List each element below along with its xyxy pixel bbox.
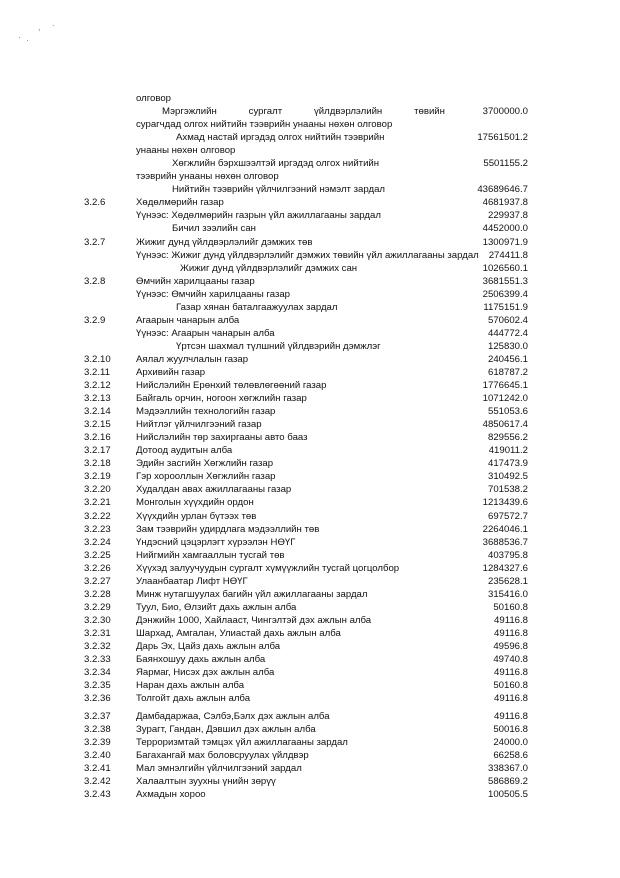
item-amount: 49116.8 (494, 693, 528, 705)
item-number: 3.2.24 (84, 536, 111, 548)
item-number: 3.2.10 (84, 353, 111, 365)
item-amount: 1300971.9 (482, 236, 528, 248)
item-number: 3.2.32 (84, 640, 111, 652)
table-row (0, 627, 620, 640)
item-number: 3.2.40 (84, 750, 111, 762)
table-row (0, 366, 620, 379)
item-label: Худалдан авах ажиллагааны газар (136, 484, 292, 496)
item-label: Ахмадын хороо (136, 789, 206, 801)
item-label: Баянхошуу дахь ажлын алба (136, 654, 266, 666)
item-amount: 229937.8 (487, 210, 528, 222)
item-number: 3.2.7 (84, 236, 106, 248)
item-amount: 1071242.0 (482, 393, 528, 405)
item-label: Аялал жуулчлалын газар (136, 353, 249, 365)
item-amount: 50160.8 (493, 601, 528, 613)
item-label: Наран дахь ажлын алба (136, 680, 245, 692)
item-label: Монголын хүүхдийн ордон (136, 497, 254, 509)
item-amount: 3700000.0 (482, 106, 528, 118)
item-number: 3.2.9 (84, 314, 106, 326)
table-row (0, 562, 620, 575)
item-label: Байгаль орчин, ногоон хөгжлийн газар (136, 393, 307, 405)
item-number: 3.2.21 (84, 497, 111, 509)
item-label: Нийтлэг үйлчилгээний газар (136, 419, 262, 431)
scan-speck: · (18, 32, 21, 42)
table-row (0, 314, 620, 327)
item-label: Дэнжийн 1000, Хайлааст, Чингэлтэй дэх ажлын алба (136, 614, 372, 626)
item-number: 3.2.27 (84, 575, 111, 587)
item-amount: 829556.2 (487, 432, 528, 444)
item-amount: 274411.8 (488, 249, 528, 261)
item-number: 3.2.39 (84, 737, 111, 749)
item-number: 3.2.16 (84, 432, 111, 444)
item-amount: 235628.1 (487, 575, 528, 587)
table-row (0, 549, 620, 562)
item-label: унааны нөхөн олговор (136, 145, 236, 157)
table-row (0, 288, 620, 301)
table-row (0, 275, 620, 288)
item-amount: 2506399.4 (482, 288, 528, 300)
item-label: Хөдөлмөрийн газар (136, 197, 224, 209)
table-row (0, 601, 620, 614)
item-label (162, 105, 445, 118)
item-label: Улаанбаатар Лифт НӨҮГ (136, 575, 248, 587)
item-amount: 1284327.6 (482, 562, 528, 574)
item-label: тээврийн унааны нөхөн олговор (136, 171, 279, 183)
table-row (0, 496, 620, 509)
item-number: 3.2.8 (84, 275, 106, 287)
item-number: 3.2.13 (84, 393, 111, 405)
table-row (0, 353, 620, 366)
item-label: олговор (136, 93, 172, 104)
item-label: Газар хянан баталгаажуулах зардал (176, 301, 338, 313)
table-row (0, 692, 620, 705)
item-amount: 49116.8 (494, 711, 528, 723)
item-label: Зурагт, Гандан, Дэвшил дэх ажлын алба (136, 724, 316, 736)
table-row (0, 418, 620, 431)
table-row (0, 536, 620, 549)
item-label: сурагчдад олгох нийтийн тээврийн унааны нөхөн олговор (136, 119, 393, 131)
item-amount: 4681937.8 (482, 197, 528, 209)
table-row (0, 92, 620, 105)
table-row (0, 379, 620, 392)
table-row (0, 749, 620, 762)
table-row (0, 523, 620, 536)
table-row (0, 723, 620, 736)
item-number: 3.2.12 (84, 380, 111, 392)
table-row (0, 666, 620, 679)
item-number: 3.2.30 (84, 614, 111, 626)
item-label-word: үйлдвэрлэлийн (313, 106, 383, 118)
item-number: 3.2.19 (84, 471, 111, 483)
item-amount: 50016.8 (493, 724, 528, 736)
table-row (0, 301, 620, 314)
item-label: Үүнээс: Жижиг дунд үйлдвэрлэлийг дэмжих төвийн үйл ажиллагааны зардал (136, 249, 479, 261)
item-label: Агаарын чанарын алба (136, 314, 240, 326)
item-amount: 570602.4 (487, 314, 528, 326)
item-label: Гэр хорооллын Хөгжлийн газар (136, 471, 276, 483)
item-amount: 49116.8 (494, 627, 528, 639)
table-row (0, 392, 620, 405)
item-label: Хөгжлийн бэрхшээлтэй иргэдэд олгох нийтийн (172, 158, 380, 170)
item-number: 3.2.15 (84, 419, 111, 431)
table-row (0, 157, 620, 170)
table-row (0, 340, 620, 353)
table-row (0, 444, 620, 457)
item-label: Халаалтын зуухны үнийн зөрүү (136, 776, 276, 788)
item-label: Үүнээс: Агаарын чанарын алба (136, 327, 275, 339)
item-label: Минж нутагшуулах багийн үйл ажиллагааны зардал (136, 588, 368, 600)
budget-table (0, 92, 620, 802)
item-number: 3.2.41 (84, 763, 111, 775)
scan-speck: · (26, 35, 29, 45)
item-label: Үндэсний цэцэрлэгт хүрээлэн НӨҮГ (136, 536, 296, 548)
table-row (0, 209, 620, 222)
item-label-word: Мэргэжлийн (162, 106, 217, 118)
item-amount: 444772.4 (487, 327, 528, 339)
item-number: 3.2.31 (84, 627, 111, 639)
item-amount: 49740.8 (493, 654, 528, 666)
item-label: Хүүхдийн урлан бүтээх төв (136, 510, 257, 522)
item-amount: 17561501.2 (477, 132, 528, 144)
item-label: Нийслэлийн төр захиргааны авто бааз (136, 432, 308, 444)
table-row (0, 236, 620, 249)
item-amount: 1213439.6 (482, 497, 528, 509)
table-row (0, 249, 620, 262)
item-amount: 1175151.9 (483, 301, 528, 313)
table-row (0, 653, 620, 666)
item-amount: 697572.7 (487, 510, 528, 522)
item-amount: 338367.0 (487, 763, 528, 775)
item-number: 3.2.28 (84, 588, 111, 600)
item-label: Мэдээллийн технологийн газар (136, 406, 276, 418)
item-amount: 100505.5 (487, 789, 528, 801)
item-amount: 701538.2 (487, 484, 528, 496)
item-number: 3.2.38 (84, 724, 111, 736)
table-row (0, 762, 620, 775)
table-row (0, 170, 620, 183)
table-row (0, 710, 620, 723)
table-row (0, 105, 620, 118)
item-label: Хүүхэд залуучуудын сургалт хүмүүжлийн тусгай цогцолбор (136, 562, 400, 574)
table-row (0, 470, 620, 483)
item-amount: 3688536.7 (482, 536, 528, 548)
scan-speck: , (38, 22, 41, 32)
item-label: Бичил зээлийн сан (172, 223, 256, 235)
item-amount: 24000.0 (493, 737, 528, 749)
table-row (0, 222, 620, 235)
table-row (0, 431, 620, 444)
item-amount: 2264046.1 (482, 523, 528, 535)
table-row (0, 196, 620, 209)
table-row (0, 775, 620, 788)
item-label: Үртсэн шахмал түлшний үйлдвэрийн дэмжлэг (176, 340, 381, 352)
item-amount: 586869.2 (487, 776, 528, 788)
item-number: 3.2.17 (84, 445, 111, 457)
item-label: Нийгмийн хамгааллын тусгай төв (136, 549, 285, 561)
item-label: Нийтийн тээврийн үйлчилгээний нэмэлт зардал (172, 184, 386, 196)
table-row (0, 144, 620, 157)
item-number: 3.2.20 (84, 484, 111, 496)
item-number: 3.2.36 (84, 693, 111, 705)
item-amount: 3681551.3 (482, 275, 528, 287)
item-label: Нийслэлийн Ерөнхий төлөвлөгөөний газар (136, 380, 327, 392)
item-number: 3.2.35 (84, 680, 111, 692)
item-number: 3.2.26 (84, 562, 111, 574)
table-row (0, 575, 620, 588)
item-number: 3.2.43 (84, 789, 111, 801)
table-row (0, 679, 620, 692)
item-number: 3.2.6 (84, 197, 106, 209)
table-row (0, 788, 620, 801)
table-row (0, 588, 620, 601)
item-label: Эдийн засгийн Хөгжлийн газар (136, 458, 274, 470)
table-row (0, 131, 620, 144)
item-amount: 1776645.1 (482, 380, 528, 392)
table-row (0, 327, 620, 340)
item-amount: 49116.8 (494, 614, 528, 626)
item-label: Архивийн газар (136, 366, 206, 378)
item-label: Дарь Эх, Цайз дахь ажлын алба (136, 640, 281, 652)
scan-speck: . (52, 18, 55, 28)
item-label: Үүнээс: Хөдөлмөрийн газрын үйл ажиллагааны зардал (136, 210, 381, 222)
item-label: Терроризмтай тэмцэх үйл ажиллагааны зардал (136, 737, 348, 749)
item-number: 3.2.14 (84, 406, 111, 418)
item-label: Мал эмнэлгийн үйлчилгээний зардал (136, 763, 302, 775)
item-number: 3.2.34 (84, 667, 111, 679)
item-number: 3.2.33 (84, 654, 111, 666)
item-number: 3.2.25 (84, 549, 111, 561)
item-label: Багахангай мах боловсруулах үйлдвэр (136, 750, 309, 762)
item-amount: 49116.8 (494, 667, 528, 679)
table-row (0, 262, 620, 275)
table-row (0, 640, 620, 653)
table-row (0, 510, 620, 523)
item-amount: 618787.2 (487, 366, 528, 378)
table-row (0, 736, 620, 749)
item-label: Дотоод аудитын алба (136, 445, 233, 457)
item-number: 3.2.37 (84, 711, 111, 723)
item-label: Туул, Био, Өлзийт дахь ажлын алба (136, 601, 297, 613)
item-label: Дамбадаржаа, Сэлбэ,Бэлх дэх ажлын алба (136, 711, 330, 723)
table-row (0, 405, 620, 418)
item-amount: 4452000.0 (482, 223, 528, 235)
item-number: 3.2.23 (84, 523, 111, 535)
item-label: Шархад, Амгалан, Улиастай дахь ажлын алба (136, 627, 341, 639)
item-amount: 240456.1 (487, 353, 528, 365)
item-label: Өмчийн харилцааны газар (136, 275, 255, 287)
item-amount: 66258.6 (493, 750, 528, 762)
item-number: 3.2.18 (84, 458, 111, 470)
item-amount: 43689646.7 (477, 184, 528, 196)
item-amount: 50160.8 (493, 680, 528, 692)
table-row (0, 483, 620, 496)
table-row (0, 118, 620, 131)
item-amount: 417473.9 (487, 458, 528, 470)
item-amount: 551053.6 (487, 406, 528, 418)
item-amount: 419011.2 (488, 445, 528, 457)
item-number: 3.2.42 (84, 776, 111, 788)
item-number: 3.2.29 (84, 601, 111, 613)
item-number: 3.2.11 (84, 366, 110, 378)
item-label: Үүнээс: Өмчийн харилцааны газар (136, 288, 291, 300)
item-amount: 49596.8 (493, 640, 528, 652)
item-label-word: төвийн (414, 106, 445, 118)
item-label-word: сургалт (248, 106, 283, 118)
item-label: Зам тээврийн удирдлага мэдээллийн төв (136, 523, 320, 535)
item-amount: 125830.0 (487, 340, 528, 352)
table-row (0, 457, 620, 470)
item-amount: 403795.8 (487, 549, 528, 561)
item-amount: 310492.5 (487, 471, 528, 483)
item-label: Жижиг дунд үйлдвэрлэлийг дэмжих төв (136, 236, 313, 248)
item-label: Яармаг, Нисэх дэх ажлын алба (136, 667, 275, 679)
item-amount: 1026560.1 (482, 262, 528, 274)
item-amount: 5501155.2 (483, 158, 528, 170)
item-label: Толгойт дахь ажлын алба (136, 693, 251, 705)
item-number: 3.2.22 (84, 510, 111, 522)
item-amount: 4850617.4 (482, 419, 528, 431)
item-amount: 315416.0 (487, 588, 528, 600)
item-label: Ахмад настай иргэдэд олгох нийтийн тээврийн (176, 132, 385, 144)
table-row (0, 614, 620, 627)
table-row (0, 183, 620, 196)
item-label: Жижиг дунд үйлдвэрлэлийг дэмжих сан (180, 262, 358, 274)
